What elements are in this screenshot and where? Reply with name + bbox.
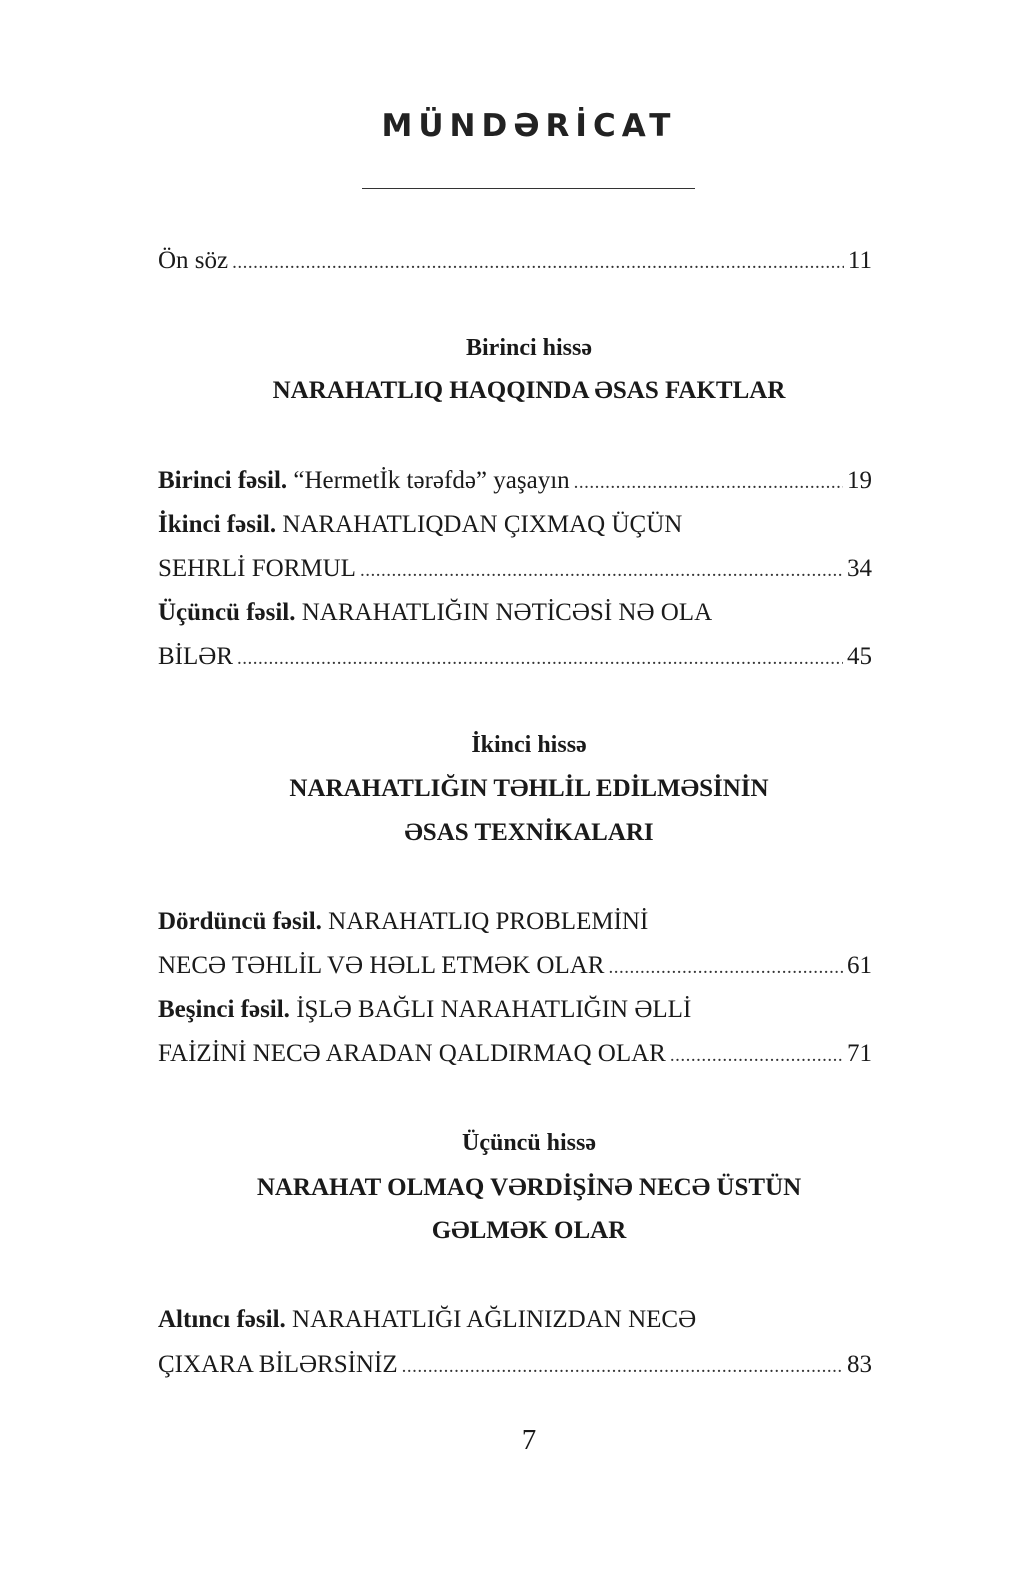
part-heading: NARAHATLIQ HAQQINDA ƏSAS FAKTLAR (272, 377, 786, 404)
toc-entry-chapter-2[interactable] (158, 549, 872, 589)
entry-page-number: 19 (847, 467, 872, 494)
entry-page-number: 45 (847, 643, 872, 670)
entry-page-number: 83 (847, 1351, 872, 1378)
entry-label: Ön söz (158, 247, 229, 274)
chapter-lead: Altıncı fəsil. (158, 1306, 286, 1333)
toc-entry-chapter-6-line-1[interactable] (158, 1300, 872, 1340)
chapter-title: NARAHATLIQDAN ÇIXMAQ ÜÇÜN (282, 511, 683, 538)
toc-entry-preface[interactable] (158, 241, 872, 281)
part-heading-cont: ƏSAS TEXNİKALARI (404, 819, 654, 846)
chapter-lead: İkinci fəsil. (158, 511, 277, 538)
toc-entry-chapter-4[interactable] (158, 946, 872, 986)
toc-entry-chapter-5[interactable] (158, 1034, 872, 1074)
dot-leader (232, 243, 844, 283)
chapter-lead: Dördüncü fəsil. (158, 908, 322, 935)
chapter-lead: Üçüncü fəsil. (158, 599, 296, 626)
part-heading: NARAHATLIĞIN TƏHLİL EDİLMƏSİNİN (289, 775, 769, 802)
dot-leader (237, 639, 843, 679)
chapter-title-cont: ÇIXARA BİLƏRSİNİZ (158, 1351, 398, 1378)
page-number: 7 (521, 1424, 537, 1456)
part-label: İkinci hissə (471, 732, 587, 758)
chapter-title-cont: SEHRLİ FORMUL (158, 555, 356, 582)
dot-leader (608, 948, 843, 988)
chapter-lead: Birinci fəsil. (158, 467, 288, 494)
chapter-title-cont: NECƏ TƏHLİL VƏ HƏLL ETMƏK OLAR (158, 952, 605, 979)
chapter-title: NARAHATLIĞIN NƏTİCƏSİ NƏ OLA (301, 599, 713, 626)
toc-entry-chapter-6[interactable] (158, 1345, 872, 1385)
dot-leader (402, 1347, 843, 1387)
toc-entry-chapter-1[interactable] (158, 461, 872, 501)
toc-entry-chapter-3-line-1[interactable] (158, 593, 872, 633)
toc-entry-chapter-3[interactable] (158, 637, 872, 677)
chapter-title: İŞLƏ BAĞLI NARAHATLIĞIN ƏLLİ (296, 996, 692, 1023)
toc-entry-chapter-2-line-1[interactable] (158, 505, 872, 545)
part-label: Üçüncü hissə (461, 1130, 597, 1156)
part-heading: NARAHAT OLMAQ VƏRDİŞİNƏ NECƏ ÜSTÜN (256, 1174, 802, 1201)
toc-title: MÜNDƏRİCAT (381, 108, 677, 144)
dot-leader (574, 463, 843, 503)
dot-leader (670, 1036, 843, 1076)
toc-entry-chapter-4-line-1[interactable] (158, 902, 872, 942)
chapter-title-cont: FAİZİNİ NECƏ ARADAN QALDIRMAQ OLAR (158, 1040, 666, 1067)
entry-page-number: 71 (847, 1040, 872, 1067)
entry-page-number: 61 (847, 952, 872, 979)
title-divider (362, 188, 695, 189)
chapter-title: “Hermetİk tərəfdə” yaşayın (293, 467, 570, 494)
entry-page-number: 34 (847, 555, 872, 582)
chapter-title: NARAHATLIQ PROBLEMİNİ (328, 908, 649, 935)
dot-leader (360, 551, 843, 591)
part-label: Birinci hissə (465, 335, 592, 361)
chapter-title: NARAHATLIĞI AĞLINIZDAN NECƏ (292, 1306, 697, 1333)
part-heading-cont: GƏLMƏK OLAR (431, 1217, 627, 1244)
chapter-title-cont: BİLƏR (158, 643, 233, 670)
entry-page-number: 11 (847, 247, 872, 274)
toc-entry-chapter-5-line-1[interactable] (158, 990, 872, 1030)
chapter-lead: Beşinci fəsil. (158, 996, 290, 1023)
